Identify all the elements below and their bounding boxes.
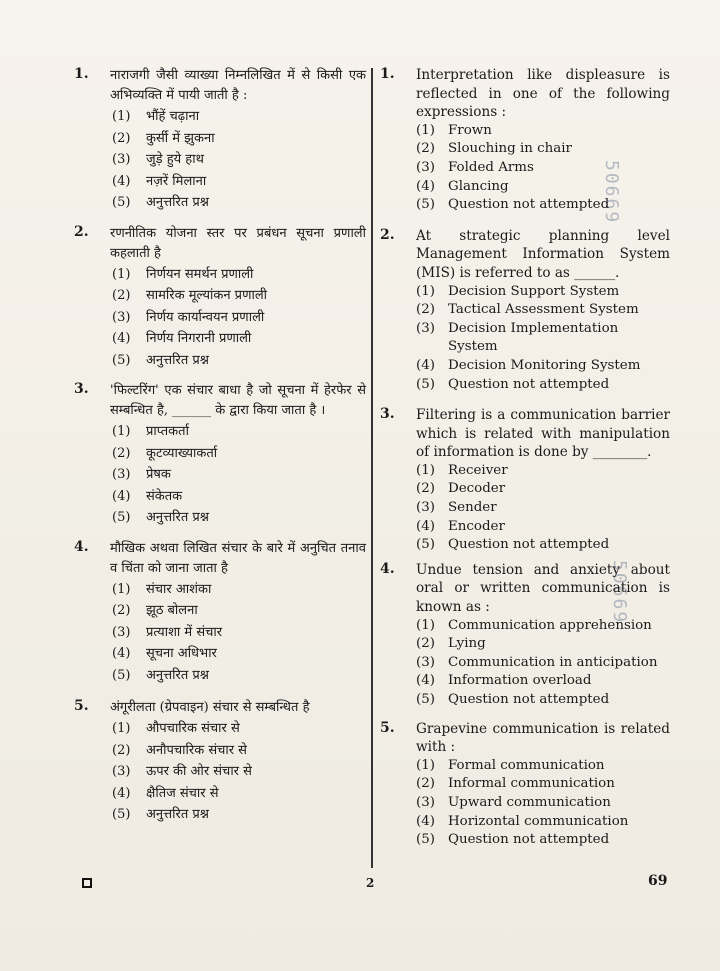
- option-number: (3): [416, 159, 435, 175]
- option-number: (4): [112, 488, 131, 504]
- option-number: (5): [416, 197, 435, 213]
- option-number: (2): [416, 481, 435, 497]
- question-block: [380, 720, 670, 850]
- answer-option: [112, 804, 366, 826]
- option-number: (1): [416, 757, 435, 773]
- option-text: क्षैतिज संचार से: [146, 785, 219, 801]
- option-text: Decoder: [448, 481, 506, 497]
- question-text: मौखिक अथवा लिखित संचार के बारे में अनुचित तनाव व चिंता को जाना जाता है: [110, 540, 366, 576]
- option-number: (5): [112, 510, 131, 525]
- option-text: Question not attempted: [448, 197, 610, 213]
- answer-option: [416, 672, 670, 691]
- column-divider: [371, 68, 373, 868]
- question-number: 5.: [380, 719, 395, 736]
- answer-option: [112, 665, 366, 687]
- option-list: [380, 757, 670, 850]
- option-number: (2): [416, 302, 435, 318]
- english-column: [380, 66, 670, 850]
- question-block: [74, 698, 366, 826]
- option-number: (1): [416, 122, 435, 138]
- answer-option: [416, 462, 670, 481]
- option-number: (4): [416, 673, 435, 689]
- answer-option: [416, 617, 670, 636]
- option-number: (3): [112, 624, 131, 640]
- option-text: Information overload: [448, 673, 592, 689]
- question-block: [74, 381, 366, 529]
- option-number: (1): [112, 581, 131, 597]
- question-text: Interpretation like displeasure is reflected in one of the following expressions :: [416, 67, 670, 121]
- option-text: Horizontal communication: [448, 813, 629, 829]
- option-text: प्राप्तकर्ता: [146, 424, 189, 439]
- answer-option: [112, 600, 366, 622]
- question-text: Undue tension and anxiety about oral or written communication is known as :: [416, 561, 670, 616]
- page-number-right: 69: [648, 873, 668, 889]
- answer-option: [416, 196, 670, 215]
- option-list: [380, 462, 670, 555]
- option-text: Encoder: [448, 518, 505, 534]
- option-number: (3): [112, 309, 131, 325]
- question-number: 4.: [380, 560, 395, 577]
- option-text: निर्णयन समर्थन प्रणाली: [146, 266, 254, 282]
- question-text: Grapevine communication is related with :: [416, 720, 670, 756]
- answer-option: [416, 301, 670, 320]
- option-number: (4): [112, 646, 131, 661]
- option-number: (2): [112, 288, 131, 303]
- option-text: ऊपर की ओर संचार से: [146, 764, 252, 779]
- option-number: (1): [416, 462, 435, 478]
- answer-option: [416, 775, 670, 794]
- question-number: 2.: [74, 223, 89, 240]
- option-text: भौंहें चढ़ाना: [146, 109, 200, 124]
- option-number: (4): [416, 357, 435, 373]
- answer-option: [112, 307, 366, 329]
- question-text: नाराजगी जैसी व्याख्या निम्नलिखित में से किसी एक अभिव्यक्ति में पायी जाती है :: [110, 68, 366, 103]
- option-number: (3): [416, 500, 435, 516]
- answer-option: [416, 357, 670, 376]
- answer-option: [416, 794, 670, 813]
- answer-option: [112, 507, 366, 529]
- option-text: Slouching in chair: [448, 141, 572, 157]
- answer-option: [112, 761, 366, 783]
- question-text: रणनीतिक योजना स्तर पर प्रबंधन सूचना प्रणाली कहलाती है: [110, 225, 366, 261]
- option-number: (3): [416, 320, 435, 336]
- option-number: (1): [112, 266, 131, 282]
- option-number: (2): [112, 130, 131, 146]
- option-number: (5): [112, 667, 131, 683]
- option-number: (2): [416, 141, 435, 157]
- answer-option: [416, 757, 670, 776]
- question-number: 5.: [74, 698, 89, 714]
- option-list: [74, 579, 366, 687]
- question-number: 3.: [380, 406, 395, 423]
- answer-option: [112, 622, 366, 644]
- hindi-column: [74, 66, 366, 826]
- question-block: [380, 66, 670, 215]
- option-number: (1): [416, 617, 435, 633]
- square-marker-icon: [82, 878, 92, 888]
- question-number: 1.: [74, 66, 89, 82]
- option-list: [380, 617, 670, 710]
- answer-option: [416, 122, 670, 141]
- option-text: Informal communication: [448, 776, 615, 792]
- answer-option: [112, 740, 366, 762]
- answer-option: [416, 480, 670, 499]
- answer-option: [112, 443, 366, 465]
- option-text: Sender: [448, 500, 497, 516]
- option-text: नज़रें मिलाना: [146, 173, 207, 189]
- option-text: कूटव्याख्याकर्ता: [146, 445, 218, 461]
- option-text: Communication apprehension: [448, 617, 652, 633]
- answer-option: [416, 518, 670, 537]
- option-text: संचार आशंका: [146, 581, 212, 597]
- answer-option: [416, 635, 670, 654]
- answer-option: [112, 171, 366, 193]
- option-number: (3): [416, 794, 435, 810]
- option-number: (5): [112, 807, 131, 822]
- option-text: Folded Arms: [448, 159, 534, 175]
- answer-option: [112, 486, 366, 508]
- option-list: [74, 718, 366, 826]
- serial-watermark: 50669: [601, 160, 622, 225]
- answer-option: [112, 579, 366, 601]
- option-text: निर्णय कार्यान्वयन प्रणाली: [146, 309, 265, 325]
- question-block: [74, 224, 366, 372]
- option-text: Upward communication: [448, 794, 611, 810]
- answer-option: [416, 654, 670, 673]
- option-text: Question not attempted: [448, 376, 610, 392]
- option-list: [380, 283, 670, 395]
- option-text: सामरिक मूल्यांकन प्रणाली: [146, 288, 268, 303]
- option-number: (5): [416, 692, 435, 707]
- answer-option: [416, 320, 670, 357]
- answer-option: [112, 783, 366, 805]
- option-number: (5): [416, 832, 435, 848]
- option-text: संकेतक: [146, 488, 183, 504]
- answer-option: [416, 140, 670, 159]
- option-number: (2): [416, 776, 435, 792]
- answer-option: [416, 283, 670, 302]
- answer-option: [416, 178, 670, 197]
- answer-option: [416, 536, 670, 555]
- answer-option: [112, 106, 366, 128]
- option-text: औपचारिक संचार से: [146, 721, 240, 736]
- answer-option: [112, 464, 366, 486]
- option-text: Decision Monitoring System: [448, 357, 641, 373]
- option-number: (2): [112, 445, 131, 461]
- question-number: 4.: [74, 538, 89, 555]
- option-text: अनुत्तरित प्रश्न: [146, 510, 209, 525]
- answer-option: [112, 192, 366, 214]
- option-text: प्रत्याशा में संचार: [146, 624, 223, 640]
- option-number: (5): [416, 537, 435, 553]
- option-text: प्रेषक: [146, 467, 171, 482]
- option-number: (4): [416, 178, 435, 194]
- option-text: झूठ बोलना: [146, 603, 198, 618]
- answer-option: [416, 691, 670, 710]
- option-number: (1): [112, 109, 131, 124]
- option-text: Decision Implementation System: [448, 320, 619, 355]
- option-list: [380, 122, 670, 215]
- option-number: (1): [416, 283, 435, 299]
- option-number: (4): [416, 813, 435, 829]
- page-number-center: 2: [366, 876, 375, 890]
- answer-option: [112, 264, 366, 286]
- option-number: (2): [112, 742, 131, 758]
- option-text: Communication in anticipation: [448, 654, 658, 670]
- question-number: 2.: [380, 226, 395, 243]
- option-number: (5): [112, 195, 131, 210]
- answer-option: [416, 499, 670, 518]
- question-text: Filtering is a communication barrier which is related with manipulation of information is done by ________.: [416, 407, 670, 461]
- question-text: At strategic planning level Management Information System (MIS) is referred to as ______.: [416, 227, 670, 281]
- option-number: (4): [112, 173, 131, 189]
- option-text: Question not attempted: [448, 692, 610, 707]
- question-number: 1.: [380, 66, 395, 82]
- option-text: अनुत्तरित प्रश्न: [146, 352, 209, 368]
- option-number: (4): [416, 518, 435, 534]
- question-block: [380, 227, 670, 394]
- option-list: [74, 264, 366, 372]
- answer-option: [112, 350, 366, 372]
- option-text: Glancing: [448, 178, 509, 194]
- answer-option: [416, 831, 670, 850]
- option-text: जुड़े हुये हाथ: [146, 152, 204, 167]
- question-text: 'फिल्टरिंग' एक संचार बाधा है जो सूचना में हेरफेर से सम्बन्धित है, ______ के द्वारा किया जाता है ।: [110, 383, 366, 418]
- option-text: Frown: [448, 122, 492, 138]
- option-text: सूचना अधिभार: [146, 646, 217, 661]
- option-text: Lying: [448, 636, 486, 652]
- option-number: (5): [112, 352, 131, 368]
- option-text: Formal communication: [448, 757, 605, 773]
- option-number: (1): [112, 721, 131, 736]
- answer-option: [112, 128, 366, 150]
- option-list: [74, 106, 366, 214]
- option-text: अनुत्तरित प्रश्न: [146, 667, 209, 683]
- option-number: (4): [112, 331, 131, 346]
- serial-watermark-lower: 50669: [609, 560, 630, 625]
- question-block: [74, 66, 366, 214]
- option-number: (3): [416, 654, 435, 670]
- option-text: अनुत्तरित प्रश्न: [146, 807, 209, 822]
- answer-option: [112, 328, 366, 350]
- answer-option: [112, 149, 366, 171]
- option-text: Question not attempted: [448, 537, 610, 553]
- option-text: निर्णय निगरानी प्रणाली: [146, 331, 252, 346]
- option-text: Question not attempted: [448, 832, 610, 848]
- option-number: (3): [112, 467, 131, 482]
- answer-option: [416, 376, 670, 395]
- question-block: [380, 561, 670, 710]
- option-text: Decision Support System: [448, 283, 620, 299]
- option-text: कुर्सी में झुकना: [146, 130, 215, 146]
- option-number: (1): [112, 424, 131, 439]
- option-text: Receiver: [448, 462, 508, 478]
- option-text: Tactical Assessment System: [448, 302, 639, 318]
- option-number: (2): [112, 603, 131, 618]
- answer-option: [112, 643, 366, 665]
- question-text: अंगूरीलता (ग्रेपवाइन) संचार से सम्बन्धित है: [110, 700, 310, 715]
- answer-option: [112, 285, 366, 307]
- answer-option: [112, 718, 366, 740]
- answer-option: [416, 813, 670, 832]
- option-number: (4): [112, 785, 131, 801]
- question-block: [380, 406, 670, 555]
- question-block: [74, 539, 366, 687]
- option-text: अनौपचारिक संचार से: [146, 742, 247, 758]
- option-number: (5): [416, 376, 435, 392]
- option-number: (3): [112, 764, 131, 779]
- question-number: 3.: [74, 381, 89, 397]
- option-list: [74, 421, 366, 529]
- option-text: अनुत्तरित प्रश्न: [146, 195, 209, 210]
- answer-option: [112, 421, 366, 443]
- option-number: (3): [112, 152, 131, 167]
- answer-option: [416, 159, 670, 178]
- option-number: (2): [416, 636, 435, 652]
